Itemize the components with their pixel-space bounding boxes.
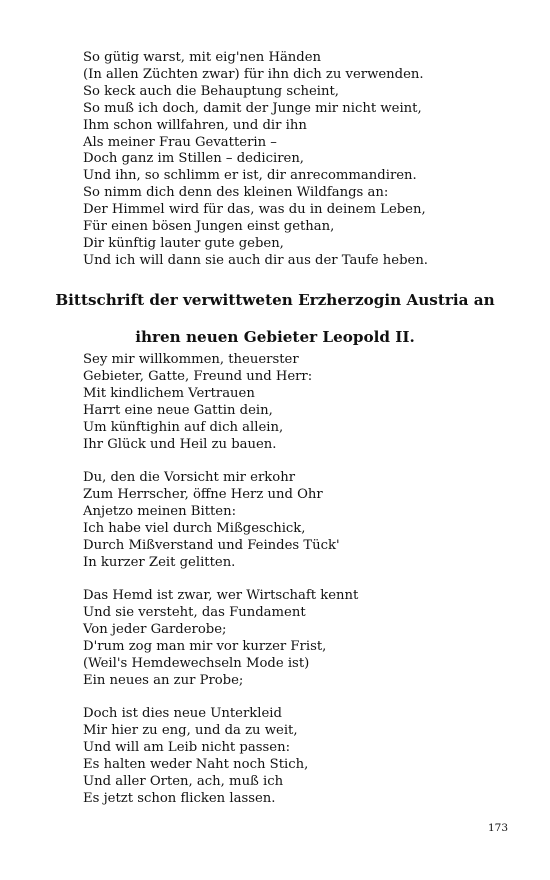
verse-line: Durch Mißverstand und Feindes Tück' bbox=[83, 537, 340, 553]
verse-line: Und aller Orten, ach, muß ich bbox=[83, 773, 284, 789]
verse-line: Du, den die Vorsicht mir erkohr bbox=[83, 470, 296, 485]
verse-line: Es jetzt schon flicken lassen. bbox=[83, 790, 276, 806]
verse-line: Gebieter, Gatte, Freund und Herr: bbox=[83, 368, 313, 384]
verse-line: In kurzer Zeit gelitten. bbox=[83, 554, 236, 570]
verse-line: Anjetzo meinen Bitten: bbox=[83, 503, 237, 519]
verse-line: Und ich will dann sie auch dir aus der Taufe heben. bbox=[83, 252, 428, 268]
verse-line: Um künftighin auf dich allein, bbox=[83, 419, 284, 435]
verse-line: Und sie versteht, das Fundament bbox=[83, 604, 306, 620]
intro-stanza bbox=[83, 50, 523, 270]
verse-line: Mir hier zu eng, und da zu weit, bbox=[83, 722, 298, 738]
verse-line: So gütig warst, mit eig'nen Händen bbox=[83, 50, 322, 65]
stanza-4 bbox=[83, 706, 523, 807]
verse-line: Ein neues an zur Probe; bbox=[83, 672, 244, 688]
stanza-2 bbox=[83, 470, 523, 571]
verse-line: Sey mir willkommen, theuerster bbox=[83, 352, 299, 367]
verse-line: Für einen bösen Jungen einst gethan, bbox=[83, 219, 335, 235]
stanza-1 bbox=[83, 352, 523, 453]
verse-line: Als meiner Frau Gevatterin – bbox=[83, 134, 277, 150]
verse-line: Mit kindlichem Vertrauen bbox=[83, 385, 255, 401]
verse-line: So muß ich doch, damit der Junge mir nicht weint, bbox=[83, 100, 422, 116]
verse-line: Und will am Leib nicht passen: bbox=[83, 739, 291, 755]
verse-line: Zum Herrscher, öffne Herz und Ohr bbox=[83, 486, 323, 502]
verse-line: Harrt eine neue Gattin dein, bbox=[83, 402, 273, 418]
verse-line: Ihr Glück und Heil zu bauen. bbox=[83, 436, 277, 452]
poem-title-line-1: Bittschrift der verwittweten Erzherzogin Austria an bbox=[55, 291, 495, 309]
verse-line: Dir künftig lauter gute geben, bbox=[83, 235, 284, 251]
verse-line: So keck auch die Behauptung scheint, bbox=[83, 83, 339, 99]
verse-line: Doch ist dies neue Unterkleid bbox=[83, 706, 282, 721]
verse-line: So nimm dich denn des kleinen Wildfangs an: bbox=[83, 185, 389, 201]
verse-line: Doch ganz im Stillen – dediciren, bbox=[83, 151, 305, 167]
verse-line: Von jeder Garderobe; bbox=[83, 621, 227, 637]
poem-title-line-2: ihren neuen Gebieter Leopold II. bbox=[135, 328, 415, 346]
verse-line: Es halten weder Naht noch Stich, bbox=[83, 756, 309, 772]
verse-line: Und ihn, so schlimm er ist, dir anrecommandiren. bbox=[83, 168, 417, 184]
verse-line: Ihm schon willfahren, und dir ihn bbox=[83, 117, 307, 133]
verse-line: Das Hemd ist zwar, wer Wirtschaft kennt bbox=[83, 588, 359, 603]
page-number: 173 bbox=[487, 822, 508, 834]
verse-line: (Weil's Hemdewechseln Mode ist) bbox=[83, 655, 310, 671]
verse-line: D'rum zog man mir vor kurzer Frist, bbox=[83, 638, 327, 654]
stanza-3 bbox=[83, 588, 523, 689]
verse-line: (In allen Züchten zwar) für ihn dich zu verwenden. bbox=[83, 66, 424, 82]
verse-line: Der Himmel wird für das, was du in deinem Leben, bbox=[83, 202, 426, 218]
verse-line: Ich habe viel durch Mißgeschick, bbox=[83, 520, 306, 536]
